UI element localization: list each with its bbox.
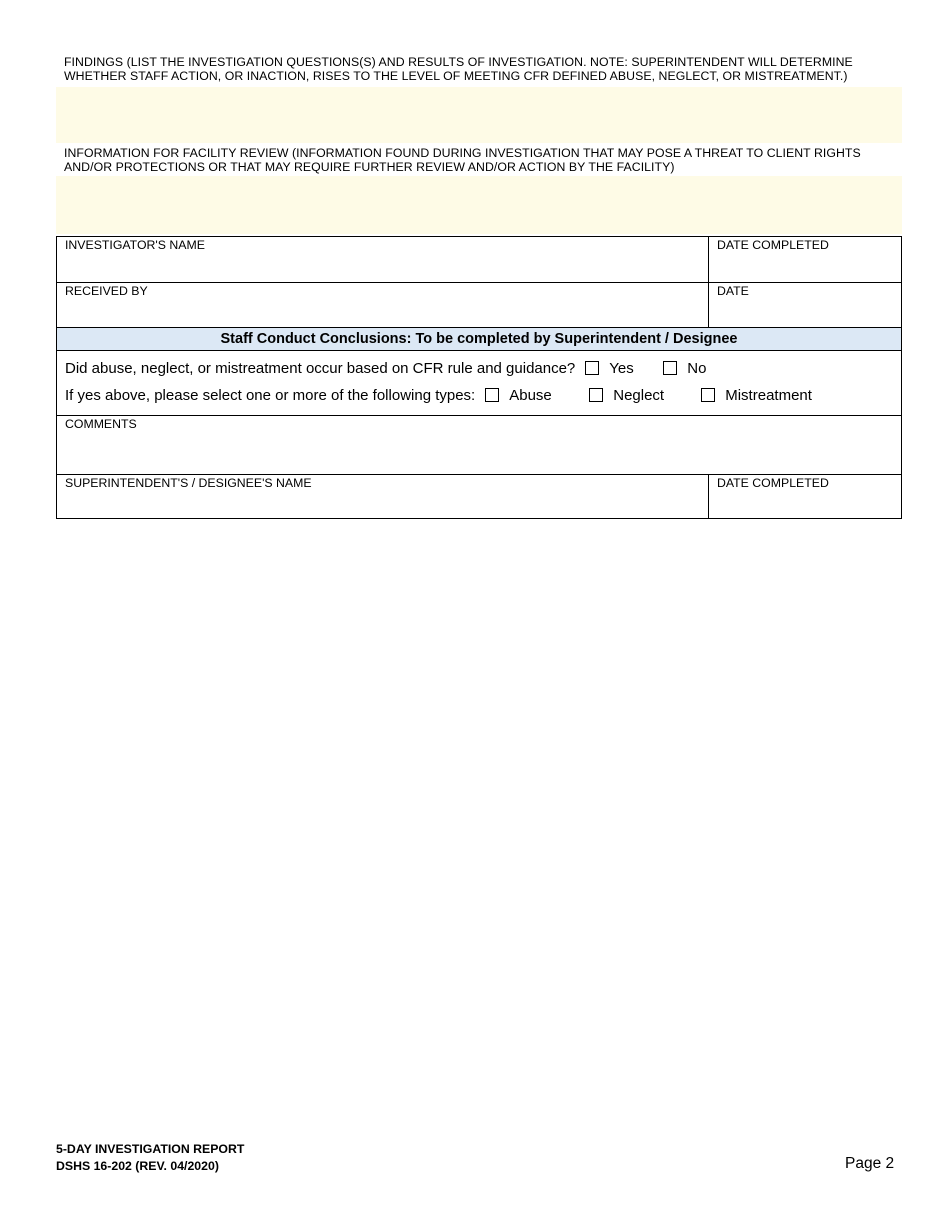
mistreatment-checkbox[interactable] (701, 388, 715, 402)
superintendent-date-label: DATE COMPLETED (717, 476, 829, 490)
occurrence-question-line (65, 359, 812, 377)
abuse-label: Abuse (509, 386, 552, 404)
superintendent-date-input[interactable] (717, 495, 893, 515)
conclusions-questions-row (57, 350, 901, 415)
conclusions-heading: Staff Conduct Conclusions: To be completed by Superintendent / Designee (57, 327, 901, 350)
received-row (57, 282, 901, 327)
comments-cell (57, 416, 901, 474)
received-by-input[interactable] (65, 304, 700, 324)
superintendent-row (57, 474, 901, 518)
no-label: No (687, 359, 707, 377)
neglect-checkbox[interactable] (589, 388, 603, 402)
superintendent-name-cell (57, 475, 708, 518)
received-by-cell (57, 283, 708, 327)
investigator-row (57, 237, 901, 282)
no-checkbox[interactable] (663, 361, 677, 375)
occurrence-question: Did abuse, neglect, or mistreatment occur based on CFR rule and guidance? (65, 359, 576, 377)
abuse-option (485, 387, 589, 404)
form-footer (56, 1141, 244, 1175)
investigator-name-input[interactable] (65, 259, 700, 279)
abuse-checkbox[interactable] (485, 388, 499, 402)
findings-label: FINDINGS (LIST THE INVESTIGATION QUESTIONS(S) AND RESULTS OF INVESTIGATION. NOTE: SUPERINTENDENT WILL DETERMINE WHETHER STAFF ACTION, OR INACTION, RISES TO THE LEVEL OF MEETING CFR DEFINED ABUSE, NEGLECT, OR MISTREATMENT.) (64, 55, 853, 83)
facility-review-label: INFORMATION FOR FACILITY REVIEW (INFORMATION FOUND DURING INVESTIGATION THAT MAY POSE A THREAT TO CLIENT RIGHTS AND/OR PROTECTIONS OR THAT MAY REQUIRE FURTHER REVIEW AND/OR ACTION BY THE FACILITY) (64, 146, 861, 174)
received-date-label: DATE (717, 284, 749, 298)
investigator-name-cell (57, 237, 708, 282)
types-question-line (65, 386, 812, 404)
conclusions-questions (57, 351, 820, 415)
yes-option (585, 360, 663, 377)
no-option (663, 360, 706, 377)
facility-review-field[interactable] (56, 176, 902, 234)
comments-field[interactable] (65, 434, 893, 470)
mistreatment-option (701, 387, 812, 404)
superintendent-name-label: SUPERINTENDENT'S / DESIGNEE'S NAME (65, 476, 312, 490)
types-question: If yes above, please select one or more of the following types: (65, 386, 476, 404)
investigator-date-label: DATE COMPLETED (717, 238, 829, 252)
yes-checkbox[interactable] (585, 361, 599, 375)
received-by-label: RECEIVED BY (65, 284, 148, 298)
form-title: 5-DAY INVESTIGATION REPORT (56, 1142, 245, 1156)
mistreatment-label: Mistreatment (725, 386, 812, 404)
investigator-name-label: INVESTIGATOR'S NAME (65, 238, 205, 252)
investigator-date-input[interactable] (717, 259, 893, 279)
comments-row (57, 415, 901, 474)
received-date-input[interactable] (717, 304, 893, 324)
superintendent-date-cell (708, 475, 901, 518)
neglect-label: Neglect (613, 386, 665, 404)
received-date-cell (708, 283, 901, 327)
comments-label: COMMENTS (65, 417, 137, 431)
page-number: Page 2 (845, 1155, 895, 1172)
neglect-option (589, 387, 701, 404)
investigation-form-table (56, 236, 902, 519)
findings-field[interactable] (56, 87, 902, 143)
superintendent-name-input[interactable] (65, 495, 700, 515)
yes-label: Yes (609, 359, 634, 377)
investigator-date-cell (708, 237, 901, 282)
form-number: DSHS 16-202 (REV. 04/2020) (56, 1159, 219, 1173)
